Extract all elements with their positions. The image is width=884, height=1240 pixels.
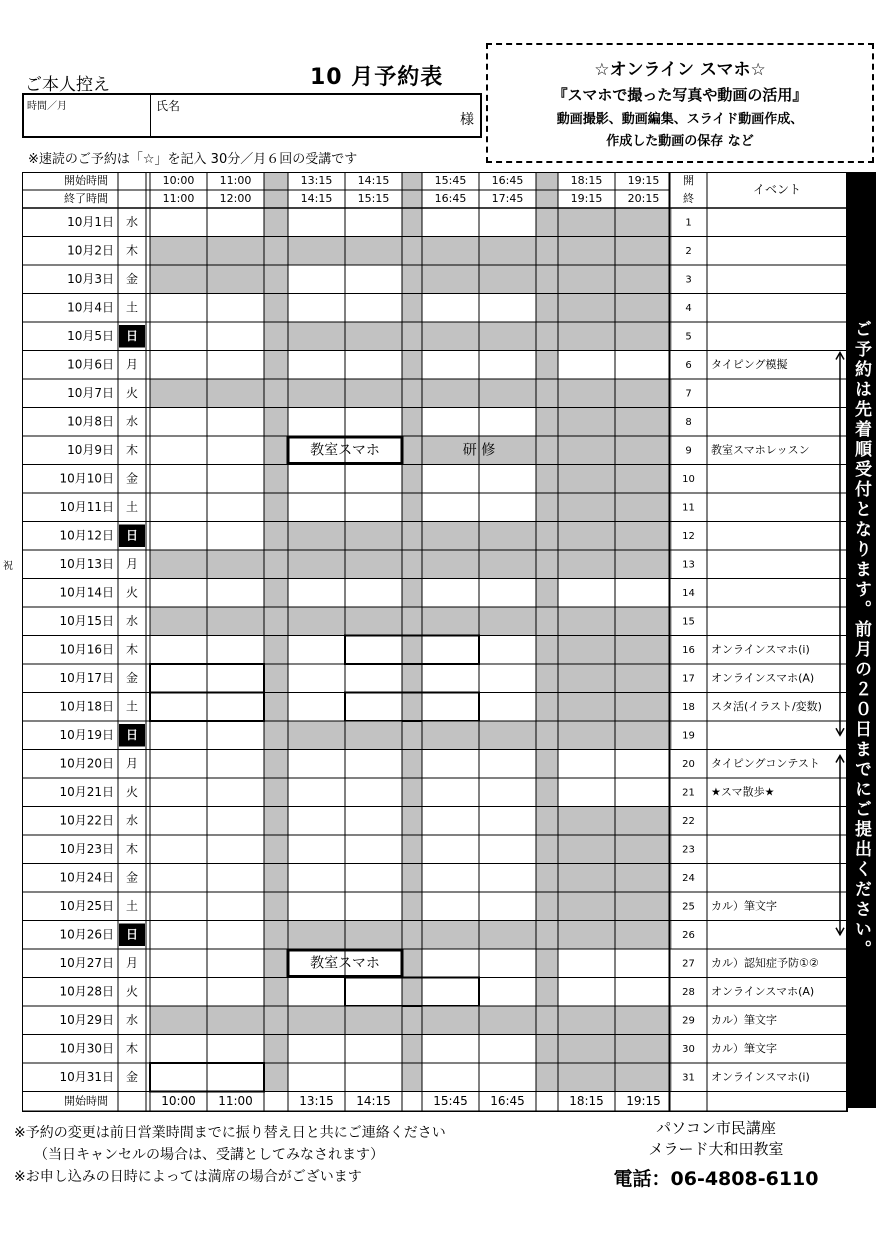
end-time-label: 終了時間 bbox=[64, 192, 108, 205]
day-date: 10月7日 bbox=[67, 385, 114, 400]
closed-slot bbox=[558, 921, 615, 950]
row-number: 17 bbox=[682, 673, 695, 685]
closed-slot bbox=[345, 1006, 402, 1035]
day-date: 10月21日 bbox=[59, 784, 114, 799]
holiday-mark: 祝 bbox=[3, 561, 13, 572]
row-number: 23 bbox=[682, 844, 695, 856]
banner-text: 研 修 bbox=[462, 442, 496, 459]
closed-slot bbox=[422, 237, 479, 266]
day-date: 10月4日 bbox=[67, 300, 114, 315]
slot-start-time: 16:45 bbox=[491, 174, 524, 187]
slot-start-time: 15:45 bbox=[434, 174, 467, 187]
closed-slot bbox=[615, 237, 672, 266]
day-date: 10月30日 bbox=[59, 1041, 114, 1056]
row-number: 14 bbox=[682, 587, 695, 599]
day-date: 10月26日 bbox=[59, 927, 114, 942]
bottom-slot-time: 18:15 bbox=[569, 1094, 604, 1108]
closed-slot bbox=[558, 1063, 615, 1092]
closed-slot bbox=[558, 607, 615, 636]
weekday: 月 bbox=[125, 357, 139, 372]
closed-slot bbox=[150, 265, 207, 294]
closed-slot bbox=[558, 721, 615, 750]
closed-slot bbox=[288, 607, 345, 636]
bottom-slot-time: 15:45 bbox=[433, 1094, 468, 1108]
closed-slot bbox=[207, 237, 264, 266]
weekday: 土 bbox=[125, 898, 139, 913]
weekday: 木 bbox=[125, 442, 139, 457]
footer-note-cancel: （当日キャンセルの場合は、受講としてみなされます） bbox=[34, 1147, 384, 1163]
closed-slot bbox=[558, 208, 615, 237]
weekday: 月 bbox=[125, 556, 139, 571]
row-number: 10 bbox=[682, 473, 695, 485]
closed-slot bbox=[615, 664, 672, 693]
closed-slot bbox=[558, 379, 615, 408]
closed-slot bbox=[558, 265, 615, 294]
weekday: 木 bbox=[125, 1041, 139, 1056]
slot-end-time: 14:15 bbox=[300, 192, 333, 205]
weekday: 金 bbox=[125, 870, 139, 885]
day-date: 10月1日 bbox=[67, 214, 114, 229]
weekday: 日 bbox=[125, 927, 139, 942]
weekday: 日 bbox=[125, 328, 139, 343]
event-name: オンラインスマホ(A) bbox=[711, 984, 815, 998]
closed-slot bbox=[479, 607, 536, 636]
row-number: 26 bbox=[682, 929, 695, 941]
closed-slot bbox=[422, 1006, 479, 1035]
closed-slot bbox=[558, 807, 615, 836]
closed-slot bbox=[150, 550, 207, 579]
row-number: 1 bbox=[685, 217, 692, 229]
closed-slot bbox=[479, 522, 536, 551]
closed-slot bbox=[615, 807, 672, 836]
weekday: 水 bbox=[125, 214, 139, 229]
slot-start-time: 13:15 bbox=[300, 174, 333, 187]
closed-slot bbox=[615, 493, 672, 522]
day-date: 10月11日 bbox=[59, 499, 114, 514]
closed-slot bbox=[288, 550, 345, 579]
day-date: 10月9日 bbox=[67, 442, 114, 457]
bottom-slot-time: 13:15 bbox=[299, 1094, 334, 1108]
weekday: 月 bbox=[125, 756, 139, 771]
weekday: 日 bbox=[125, 528, 139, 543]
row-number: 28 bbox=[682, 986, 695, 998]
closed-slot bbox=[615, 322, 672, 351]
row-number: 29 bbox=[682, 1015, 695, 1027]
row-number: 4 bbox=[685, 302, 692, 314]
closed-slot bbox=[479, 921, 536, 950]
closed-slot bbox=[558, 294, 615, 323]
closed-slot bbox=[479, 322, 536, 351]
closed-slot bbox=[422, 550, 479, 579]
closed-slot bbox=[479, 379, 536, 408]
closed-slot bbox=[615, 921, 672, 950]
row-number: 3 bbox=[685, 274, 692, 286]
day-date: 10月10日 bbox=[59, 471, 114, 486]
weekday: 木 bbox=[125, 642, 139, 657]
closed-slot bbox=[615, 379, 672, 408]
closed-slot bbox=[345, 607, 402, 636]
closed-slot bbox=[150, 237, 207, 266]
closed-slot bbox=[558, 636, 615, 665]
closed-slot bbox=[150, 379, 207, 408]
row-number: 6 bbox=[685, 359, 692, 371]
day-date: 10月18日 bbox=[59, 699, 114, 714]
closed-slot bbox=[422, 921, 479, 950]
closed-slot bbox=[422, 522, 479, 551]
row-number: 15 bbox=[682, 616, 695, 628]
weekday: 日 bbox=[125, 727, 139, 742]
closed-slot bbox=[615, 607, 672, 636]
bottom-start-label: 開始時間 bbox=[64, 1094, 108, 1108]
closed-slot bbox=[558, 465, 615, 494]
weekday: 火 bbox=[125, 385, 139, 400]
school-branch: メラード大和田教室 bbox=[648, 1140, 784, 1158]
closed-slot bbox=[422, 322, 479, 351]
closed-slot bbox=[479, 550, 536, 579]
closed-slot bbox=[558, 1035, 615, 1064]
bottom-slot-time: 10:00 bbox=[161, 1094, 196, 1108]
closed-slot bbox=[345, 237, 402, 266]
row-number: 13 bbox=[682, 559, 695, 571]
weekday: 水 bbox=[125, 1012, 139, 1027]
day-date: 10月2日 bbox=[67, 243, 114, 258]
weekday: 水 bbox=[125, 414, 139, 429]
row-number: 31 bbox=[682, 1072, 695, 1084]
event-name: オンラインスマホ(i) bbox=[711, 1070, 810, 1084]
row-number: 7 bbox=[685, 388, 692, 400]
event-header: イベント bbox=[752, 182, 802, 197]
weekday: 金 bbox=[125, 271, 139, 286]
slot-start-time: 19:15 bbox=[627, 174, 660, 187]
closed-slot bbox=[615, 1035, 672, 1064]
weekday: 木 bbox=[125, 841, 139, 856]
school-name: パソコン市民講座 bbox=[656, 1119, 776, 1137]
first-come-banner: ご予約は先着順受付となります。前月の２０日までにご提出ください。 bbox=[847, 172, 876, 1108]
row-number: 18 bbox=[682, 701, 695, 713]
slot-start-time: 10:00 bbox=[162, 174, 195, 187]
speed-reading-note: ※速読のご予約は「☆」を記入 30分／月６回の受講です bbox=[28, 152, 358, 167]
slot-end-time: 17:45 bbox=[491, 192, 524, 205]
closed-slot bbox=[288, 237, 345, 266]
closed-slot bbox=[288, 721, 345, 750]
closed-slot bbox=[558, 693, 615, 722]
day-date: 10月28日 bbox=[59, 984, 114, 999]
closed-slot bbox=[150, 607, 207, 636]
start-time-label: 開始時間 bbox=[64, 174, 108, 187]
closed-slot bbox=[345, 721, 402, 750]
slot-end-time: 12:00 bbox=[219, 192, 252, 205]
slot-start-time: 11:00 bbox=[219, 174, 252, 187]
closed-slot bbox=[615, 550, 672, 579]
closed-slot bbox=[558, 522, 615, 551]
closed-slot bbox=[288, 921, 345, 950]
row-number: 20 bbox=[682, 758, 695, 770]
close-label: 終 bbox=[683, 192, 694, 205]
closed-slot bbox=[345, 522, 402, 551]
closed-slot bbox=[207, 1006, 264, 1035]
closed-slot bbox=[345, 322, 402, 351]
closed-slot bbox=[615, 1063, 672, 1092]
day-date: 10月14日 bbox=[59, 585, 114, 600]
event-name: タイピング模擬 bbox=[711, 357, 788, 371]
weekday: 土 bbox=[125, 699, 139, 714]
row-number: 11 bbox=[682, 502, 695, 514]
promo-title: ☆オンライン スマホ☆ bbox=[594, 60, 766, 80]
closed-slot bbox=[558, 550, 615, 579]
closed-slot bbox=[558, 436, 615, 465]
day-date: 10月6日 bbox=[67, 357, 114, 372]
row-number: 5 bbox=[685, 331, 692, 343]
closed-slot bbox=[558, 835, 615, 864]
bottom-slot-time: 14:15 bbox=[356, 1094, 391, 1108]
phone-number: 電話：06-4808-6110 bbox=[613, 1168, 819, 1190]
footer-note-full: ※お申し込みの日時によっては満席の場合がございます bbox=[14, 1169, 362, 1185]
day-date: 10月20日 bbox=[59, 756, 114, 771]
closed-slot bbox=[615, 408, 672, 437]
slot-end-time: 19:15 bbox=[570, 192, 603, 205]
closed-slot bbox=[615, 436, 672, 465]
copy-label: ご本人控え bbox=[25, 75, 110, 95]
closed-slot bbox=[615, 892, 672, 921]
name-suffix: 様 bbox=[460, 112, 474, 128]
weekday: 火 bbox=[125, 585, 139, 600]
row-number: 19 bbox=[682, 730, 695, 742]
event-name: カル）筆文字 bbox=[711, 1013, 777, 1027]
weekday: 金 bbox=[125, 1069, 139, 1084]
day-date: 10月23日 bbox=[59, 841, 114, 856]
closed-slot bbox=[615, 465, 672, 494]
closed-slot bbox=[615, 636, 672, 665]
event-name: ★スマ散歩★ bbox=[711, 785, 775, 799]
school-info bbox=[596, 1118, 836, 1191]
weekday: 火 bbox=[125, 984, 139, 999]
weekday: 水 bbox=[125, 813, 139, 828]
promo-box bbox=[486, 43, 874, 163]
closed-slot bbox=[479, 1006, 536, 1035]
closed-slot bbox=[422, 607, 479, 636]
weekday: 土 bbox=[125, 499, 139, 514]
row-number: 16 bbox=[682, 644, 695, 656]
closed-slot bbox=[288, 522, 345, 551]
closed-slot bbox=[615, 864, 672, 893]
promo-subtitle: 『スマホで撮った写真や動画の活用』 bbox=[552, 86, 808, 104]
closed-slot bbox=[479, 721, 536, 750]
day-date: 10月24日 bbox=[59, 870, 114, 885]
closed-slot bbox=[207, 607, 264, 636]
weekday: 木 bbox=[125, 243, 139, 258]
closed-slot bbox=[422, 379, 479, 408]
row-number: 2 bbox=[685, 245, 692, 257]
closed-slot bbox=[615, 1006, 672, 1035]
banner-text: 教室スマホ bbox=[310, 955, 380, 972]
slot-start-time: 14:15 bbox=[357, 174, 390, 187]
day-date: 10月8日 bbox=[67, 414, 114, 429]
closed-slot bbox=[558, 864, 615, 893]
banner-text: 教室スマホ bbox=[310, 442, 380, 459]
closed-slot bbox=[422, 721, 479, 750]
slot-start-time: 18:15 bbox=[570, 174, 603, 187]
closed-slot bbox=[558, 408, 615, 437]
day-date: 10月22日 bbox=[59, 813, 114, 828]
name-field[interactable]: 氏名 bbox=[156, 99, 181, 113]
closed-slot bbox=[345, 379, 402, 408]
slot-end-time: 20:15 bbox=[627, 192, 660, 205]
event-name: タイピングコンテスト bbox=[711, 756, 820, 770]
row-number: 27 bbox=[682, 958, 695, 970]
row-number: 9 bbox=[685, 445, 692, 457]
closed-slot bbox=[150, 1006, 207, 1035]
event-name: カル）筆文字 bbox=[711, 1041, 777, 1055]
row-number: 12 bbox=[682, 530, 695, 542]
closed-slot bbox=[288, 1006, 345, 1035]
closed-slot bbox=[479, 237, 536, 266]
closed-slot bbox=[615, 265, 672, 294]
weekday: 金 bbox=[125, 670, 139, 685]
closed-slot bbox=[207, 550, 264, 579]
closed-slot bbox=[615, 294, 672, 323]
closed-slot bbox=[615, 835, 672, 864]
bottom-slot-time: 16:45 bbox=[490, 1094, 525, 1108]
day-date: 10月5日 bbox=[67, 328, 114, 343]
row-number: 8 bbox=[685, 416, 692, 428]
closed-slot bbox=[558, 892, 615, 921]
weekday: 月 bbox=[125, 955, 139, 970]
row-number: 22 bbox=[682, 815, 695, 827]
slot-end-time: 15:15 bbox=[357, 192, 390, 205]
closed-slot bbox=[558, 322, 615, 351]
event-name: スタ活(イラスト/変数) bbox=[711, 699, 822, 713]
footer-note-change: ※予約の変更は前日営業時間までに振り替え日と共にご連絡ください bbox=[14, 1125, 446, 1141]
row-number: 30 bbox=[682, 1043, 695, 1055]
event-name: 教室スマホレッスン bbox=[711, 443, 810, 457]
slot-end-time: 16:45 bbox=[434, 192, 467, 205]
name-box bbox=[22, 93, 482, 138]
row-number: 21 bbox=[682, 787, 695, 799]
footer-notes bbox=[14, 1122, 446, 1188]
bottom-slot-time: 19:15 bbox=[626, 1094, 661, 1108]
open-label: 開 bbox=[683, 174, 694, 187]
closed-slot bbox=[615, 208, 672, 237]
event-name: オンラインスマホ(A) bbox=[711, 671, 815, 685]
slot-end-time: 11:00 bbox=[162, 192, 195, 205]
weekday: 土 bbox=[125, 300, 139, 315]
closed-slot bbox=[288, 322, 345, 351]
day-date: 10月31日 bbox=[59, 1069, 114, 1084]
row-number: 25 bbox=[682, 901, 695, 913]
event-name: オンラインスマホ(i) bbox=[711, 642, 810, 656]
closed-slot bbox=[615, 693, 672, 722]
reservation-grid[interactable] bbox=[22, 172, 848, 1112]
promo-line-1: 動画撮影、動画編集、スライド動画作成、 bbox=[556, 112, 804, 127]
break-column bbox=[264, 172, 288, 1092]
closed-slot bbox=[558, 493, 615, 522]
closed-slot bbox=[615, 522, 672, 551]
day-date: 10月29日 bbox=[59, 1012, 114, 1027]
weekday: 水 bbox=[125, 613, 139, 628]
closed-slot bbox=[558, 664, 615, 693]
page-title: 10 月予約表 bbox=[310, 65, 444, 90]
day-date: 10月19日 bbox=[59, 727, 114, 742]
promo-line-2: 作成した動画の保存 など bbox=[606, 134, 754, 149]
time-month-label: 時間／月 bbox=[27, 101, 67, 112]
event-name: カル）筆文字 bbox=[711, 899, 777, 913]
day-date: 10月16日 bbox=[59, 642, 114, 657]
closed-slot bbox=[479, 265, 536, 294]
event-name: カル）認知症予防①② bbox=[711, 956, 819, 970]
day-date: 10月27日 bbox=[59, 955, 114, 970]
break-column bbox=[536, 172, 558, 1092]
closed-slot bbox=[615, 721, 672, 750]
weekday: 金 bbox=[125, 471, 139, 486]
day-date: 10月3日 bbox=[67, 271, 114, 286]
bottom-slot-time: 11:00 bbox=[218, 1094, 253, 1108]
closed-slot bbox=[422, 265, 479, 294]
day-date: 10月25日 bbox=[59, 898, 114, 913]
break-column bbox=[402, 172, 422, 1092]
day-date: 10月15日 bbox=[59, 613, 114, 628]
closed-slot bbox=[207, 265, 264, 294]
day-date: 10月13日 bbox=[59, 556, 114, 571]
day-date: 10月17日 bbox=[59, 670, 114, 685]
weekday: 火 bbox=[125, 784, 139, 799]
row-number: 24 bbox=[682, 872, 695, 884]
closed-slot bbox=[288, 379, 345, 408]
closed-slot bbox=[207, 379, 264, 408]
closed-slot bbox=[345, 921, 402, 950]
closed-slot bbox=[345, 550, 402, 579]
day-date: 10月12日 bbox=[59, 528, 114, 543]
closed-slot bbox=[558, 1006, 615, 1035]
closed-slot bbox=[558, 237, 615, 266]
